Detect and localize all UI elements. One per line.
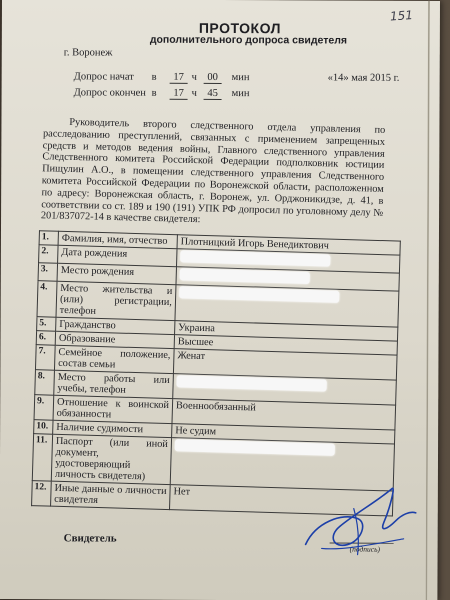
row-label: Дата рождения [58,245,177,266]
row-value: Высшее [174,335,397,355]
document-subtitle: дополнительного допроса свидетеля [149,33,348,47]
row-label: Место рождения [57,263,176,284]
witness-label: Свидетель [63,532,117,545]
document-title: ПРОТОКОЛ [198,19,282,37]
row-value: Нет [170,485,394,516]
row-value: Украина [175,321,398,341]
start-in-word: в [151,71,157,83]
end-label: Допрос окончен [73,87,146,99]
redaction-mark [175,439,335,456]
row-number: 5. [37,317,56,332]
witness-data-table [31,230,401,516]
row-label: Место жительства и (или) регистрации, телефон [56,281,176,320]
row-number: 1. [39,231,58,246]
row-label: Отношение к воинской обязанности [53,395,173,423]
city-label: г. Воронеж [63,47,113,59]
start-hour: 17 [170,72,188,84]
row-label: Место работы или учебы, телефон [54,370,174,398]
end-in-word: в [151,87,157,99]
redaction-mark [180,268,310,284]
row-number: 6. [36,331,55,346]
row-number: 11. [32,434,52,482]
row-value: Плотницкий Игорь Венедиктович [177,235,400,255]
row-label: Семейное положение, состав семьи [54,345,174,373]
end-hour-unit: ч [191,87,197,99]
page-edge [425,1,430,600]
start-min-unit: мин [231,72,250,84]
row-number: 3. [38,263,58,282]
redaction-mark [180,250,330,266]
end-hour: 17 [170,88,188,100]
row-value: Женат [173,349,397,380]
redaction-mark [179,286,339,303]
start-label: Допрос начат [73,71,134,83]
row-number: 10. [34,420,53,435]
row-number: 2. [39,245,59,264]
end-min-unit: мин [231,88,250,100]
row-label: Паспорт (или иной документ, удостоверяющий личность свидетеля) [51,434,171,484]
start-min: 00 [204,72,222,84]
end-min: 45 [204,88,222,100]
row-label: Фамилия, имя, отчество [58,231,177,248]
row-value: Военнообязанный [172,399,396,430]
signature-caption: (подпись) [349,544,381,554]
row-label: Гражданство [56,317,175,334]
row-number: 8. [35,370,55,396]
row-label: Образование [55,331,174,348]
row-label: Иные данные о личности свидетеля [51,481,171,509]
row-number: 12. [32,481,52,507]
row-value: Не судим [172,424,395,444]
page-number: 151 [389,8,414,24]
row-number: 4. [37,281,57,318]
row-number: 9. [34,395,54,421]
document-date: «14» мая 2015 г. [327,72,400,84]
start-hour-unit: ч [191,71,197,83]
handwritten-signature [292,478,422,563]
row-label: Наличие судимости [53,420,172,437]
row-number: 7. [35,345,55,371]
redaction-mark [177,375,327,391]
body-paragraph: Руководитель второго следственного отдела управления по расследованию преступлений, связанных с применением запрещенных средств и методов ведения войны, Главного следственного управления Следственного комитета Российской Федерации подполковник юстиции Пищулин А.О., в помещении следственного управления Следственного комитета Российской Федерации по Воронежской области, расположенном по адресу: Воронежская область, г. Воронеж, ул. Орджоникидзе, д. 41, в соответствии со ст. 189 и 190 (191) УПК РФ допросил по уголовному делу № 201/837072-14 в качестве свидетеля: [40,116,386,226]
